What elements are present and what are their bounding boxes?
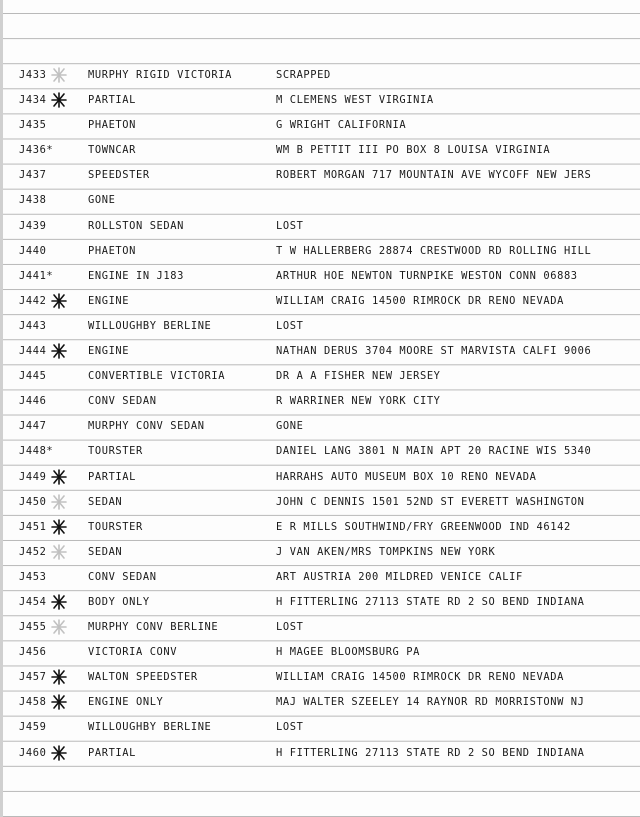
ledger-row xyxy=(0,389,640,414)
handwritten-asterisk-icon xyxy=(50,693,68,711)
ledger-rows xyxy=(0,63,640,766)
chassis-number: J434 xyxy=(19,94,47,107)
owner-status: WILLIAM CRAIG 14500 RIMROCK DR RENO NEVADA xyxy=(276,671,564,684)
body-type: MURPHY CONV SEDAN xyxy=(88,420,205,433)
body-type: TOURSTER xyxy=(88,445,143,458)
chassis-number: J452 xyxy=(19,545,47,558)
owner-status: GONE xyxy=(276,420,304,433)
body-type: ENGINE xyxy=(88,294,130,307)
chassis-number: J435 xyxy=(19,119,47,132)
ledger-row xyxy=(0,439,640,464)
handwritten-asterisk-icon xyxy=(50,292,68,310)
handwritten-asterisk-icon xyxy=(50,493,68,511)
chassis-number: J437 xyxy=(19,169,47,182)
chassis-number: J457 xyxy=(19,671,47,684)
body-type: VICTORIA CONV xyxy=(88,646,178,659)
chassis-number: J439 xyxy=(19,219,47,232)
body-type: PARTIAL xyxy=(88,746,136,759)
ledger-row xyxy=(0,214,640,239)
body-type: GONE xyxy=(88,194,116,207)
chassis-number: J450 xyxy=(19,495,47,508)
ledger-row xyxy=(0,565,640,590)
chassis-number: J455 xyxy=(19,621,47,634)
body-type: WILLOUGHBY BERLINE xyxy=(88,721,212,734)
owner-status: ROBERT MORGAN 717 MOUNTAIN AVE WYCOFF NEW JERS xyxy=(276,169,592,182)
ledger-row xyxy=(0,188,640,213)
body-type: CONV SEDAN xyxy=(88,395,157,408)
body-type: ENGINE ONLY xyxy=(88,696,164,709)
ledger-row xyxy=(0,239,640,264)
chassis-number: J447 xyxy=(19,420,47,433)
body-type: ENGINE IN J183 xyxy=(88,269,184,282)
owner-status: LOST xyxy=(276,219,304,232)
chassis-number: J436* xyxy=(19,144,54,157)
ledger-row xyxy=(0,690,640,715)
ledger-row xyxy=(0,665,640,690)
handwritten-asterisk-icon xyxy=(50,668,68,686)
ledger-row xyxy=(0,615,640,640)
body-type: MURPHY RIGID VICTORIA xyxy=(88,69,232,81)
body-type: MURPHY CONV BERLINE xyxy=(88,621,219,634)
chassis-number: J456 xyxy=(19,646,47,659)
body-type: PHAETON xyxy=(88,244,136,257)
body-type: TOURSTER xyxy=(88,520,143,533)
owner-status: G WRIGHT CALIFORNIA xyxy=(276,119,407,132)
ledger-row xyxy=(0,63,640,88)
ledger-row xyxy=(0,163,640,188)
owner-status: R WARRINER NEW YORK CITY xyxy=(276,395,441,408)
owner-status: MAJ WALTER SZEELEY 14 RAYNOR RD MORRISTONW NJ xyxy=(276,696,585,709)
handwritten-asterisk-icon xyxy=(50,593,68,611)
body-type: WALTON SPEEDSTER xyxy=(88,671,198,684)
body-type: SEDAN xyxy=(88,545,123,558)
owner-status: DR A A FISHER NEW JERSEY xyxy=(276,370,441,383)
chassis-number: J441* xyxy=(19,269,54,282)
chassis-number: J453 xyxy=(19,570,47,583)
owner-status: J VAN AKEN/MRS TOMPKINS NEW YORK xyxy=(276,545,496,558)
chassis-number: J449 xyxy=(19,470,47,483)
handwritten-asterisk-icon xyxy=(50,543,68,561)
ledger-row xyxy=(0,465,640,490)
chassis-number: J433 xyxy=(19,69,47,81)
handwritten-asterisk-icon xyxy=(50,744,68,762)
owner-status: LOST xyxy=(276,721,304,734)
body-type: CONVERTIBLE VICTORIA xyxy=(88,370,226,383)
owner-status: LOST xyxy=(276,319,304,332)
handwritten-asterisk-icon xyxy=(50,468,68,486)
chassis-number: J440 xyxy=(19,244,47,257)
ledger-row xyxy=(0,113,640,138)
body-type: PARTIAL xyxy=(88,470,136,483)
ledger-row xyxy=(0,88,640,113)
ledger-row xyxy=(0,715,640,740)
chassis-number: J442 xyxy=(19,294,47,307)
owner-status: LOST xyxy=(276,621,304,634)
chassis-number: J448* xyxy=(19,445,54,458)
owner-status: E R MILLS SOUTHWIND/FRY GREENWOOD IND 46142 xyxy=(276,520,571,533)
ledger-row xyxy=(0,414,640,439)
handwritten-asterisk-icon xyxy=(50,91,68,109)
ledger-row xyxy=(0,289,640,314)
ledger-row xyxy=(0,138,640,163)
body-type: BODY ONLY xyxy=(88,595,150,608)
handwritten-asterisk-icon xyxy=(50,342,68,360)
owner-status: H MAGEE BLOOMSBURG PA xyxy=(276,646,420,659)
chassis-number: J459 xyxy=(19,721,47,734)
chassis-number: J445 xyxy=(19,370,47,383)
chassis-number: J454 xyxy=(19,595,47,608)
body-type: PARTIAL xyxy=(88,94,136,107)
body-type: CONV SEDAN xyxy=(88,570,157,583)
body-type: SPEEDSTER xyxy=(88,169,150,182)
body-type: TOWNCAR xyxy=(88,144,136,157)
chassis-number: J443 xyxy=(19,319,47,332)
owner-status: JOHN C DENNIS 1501 52ND ST EVERETT WASHINGTON xyxy=(276,495,585,508)
body-type: PHAETON xyxy=(88,119,136,132)
chassis-number: J460 xyxy=(19,746,47,759)
ledger-row xyxy=(0,590,640,615)
chassis-number: J438 xyxy=(19,194,47,207)
owner-status: NATHAN DERUS 3704 MOORE ST MARVISTA CALFI 9006 xyxy=(276,345,592,358)
body-type: ENGINE xyxy=(88,345,130,358)
ledger-row xyxy=(0,364,640,389)
owner-status: SCRAPPED xyxy=(276,69,331,81)
ledger-row xyxy=(0,741,640,766)
body-type: WILLOUGHBY BERLINE xyxy=(88,319,212,332)
owner-status: ART AUSTRIA 200 MILDRED VENICE CALIF xyxy=(276,570,523,583)
owner-status: H FITTERLING 27113 STATE RD 2 SO BEND INDIANA xyxy=(276,595,585,608)
owner-status: WM B PETTIT III PO BOX 8 LOUISA VIRGINIA xyxy=(276,144,551,157)
handwritten-asterisk-icon xyxy=(50,66,68,84)
ledger-row xyxy=(0,540,640,565)
ledger-row xyxy=(0,314,640,339)
handwritten-asterisk-icon xyxy=(50,618,68,636)
ledger-row xyxy=(0,339,640,364)
ledger-row xyxy=(0,640,640,665)
owner-status: DANIEL LANG 3801 N MAIN APT 20 RACINE WIS 5340 xyxy=(276,445,592,458)
chassis-number: J458 xyxy=(19,696,47,709)
chassis-number: J451 xyxy=(19,520,47,533)
ledger-row xyxy=(0,515,640,540)
ledger-row xyxy=(0,490,640,515)
body-type: ROLLSTON SEDAN xyxy=(88,219,184,232)
owner-status: HARRAHS AUTO MUSEUM BOX 10 RENO NEVADA xyxy=(276,470,537,483)
chassis-number: J444 xyxy=(19,345,47,358)
body-type: SEDAN xyxy=(88,495,123,508)
handwritten-asterisk-icon xyxy=(50,518,68,536)
ledger-row xyxy=(0,264,640,289)
owner-status: T W HALLERBERG 28874 CRESTWOOD RD ROLLING HILL xyxy=(276,244,592,257)
owner-status: WILLIAM CRAIG 14500 RIMROCK DR RENO NEVADA xyxy=(276,294,564,307)
chassis-number: J446 xyxy=(19,395,47,408)
owner-status: ARTHUR HOE NEWTON TURNPIKE WESTON CONN 06883 xyxy=(276,269,578,282)
owner-status: H FITTERLING 27113 STATE RD 2 SO BEND INDIANA xyxy=(276,746,585,759)
owner-status: M CLEMENS WEST VIRGINIA xyxy=(276,94,434,107)
